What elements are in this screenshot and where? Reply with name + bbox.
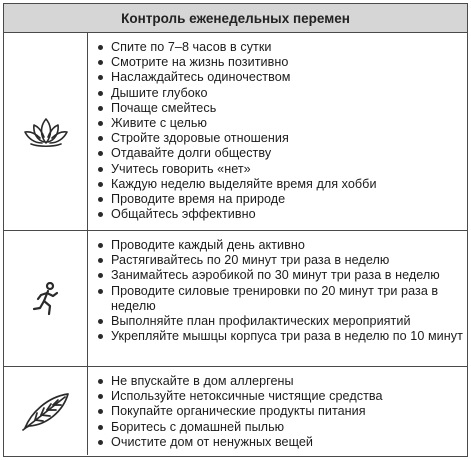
list-item: Живите с целью	[98, 116, 467, 131]
list-item: Почаще смейтесь	[98, 101, 467, 116]
section-icon-cell	[4, 33, 88, 230]
section-icon-cell	[4, 231, 88, 366]
list-item: Проводите каждый день активно	[98, 238, 467, 253]
list-item: Очистите дом от ненужных вещей	[98, 435, 467, 450]
list-item: Используйте нетоксичные чистящие средства	[98, 389, 467, 404]
list-item: Занимайтесь аэробикой по 30 минут три раза в неделю	[98, 268, 467, 283]
lotus-icon	[23, 116, 69, 148]
section-environment	[4, 367, 467, 455]
section-text-cell	[88, 231, 467, 366]
leaf-icon	[21, 391, 71, 431]
list-item: Укрепляйте мышцы корпуса три раза в неделю по 10 минут	[98, 329, 467, 344]
list-item: Каждую неделю выделяйте время для хобби	[98, 177, 467, 192]
list-item: Смотрите на жизнь позитивно	[98, 55, 467, 70]
section-mind	[4, 33, 467, 231]
section-text-cell	[88, 33, 467, 230]
tips-list	[98, 374, 467, 450]
tips-list	[98, 40, 467, 222]
list-item: Выполняйте план профилактических мероприятий	[98, 314, 467, 329]
list-item: Дышите глубоко	[98, 86, 467, 101]
list-item: Стройте здоровые отношения	[98, 131, 467, 146]
weekly-changes-table	[3, 3, 468, 457]
list-item: Отдавайте долги обществу	[98, 146, 467, 161]
list-item: Проводите время на природе	[98, 192, 467, 207]
list-item: Боритесь с домашней пылью	[98, 420, 467, 435]
table-title: Контроль еженедельных перемен	[4, 4, 467, 33]
list-item: Спите по 7–8 часов в сутки	[98, 40, 467, 55]
list-item: Не впускайте в дом аллергены	[98, 374, 467, 389]
list-item: Растягивайтесь по 20 минут три раза в неделю	[98, 253, 467, 268]
list-item: Учитесь говорить «нет»	[98, 162, 467, 177]
list-item: Проводите силовые тренировки по 20 минут три раза в неделю	[98, 284, 467, 314]
running-person-icon	[31, 282, 61, 316]
list-item: Общайтесь эффективно	[98, 207, 467, 222]
section-text-cell	[88, 367, 467, 455]
tips-list	[98, 238, 467, 344]
section-icon-cell	[4, 367, 88, 455]
list-item: Покупайте органические продукты питания	[98, 404, 467, 419]
list-item: Наслаждайтесь одиночеством	[98, 70, 467, 85]
section-activity	[4, 231, 467, 367]
